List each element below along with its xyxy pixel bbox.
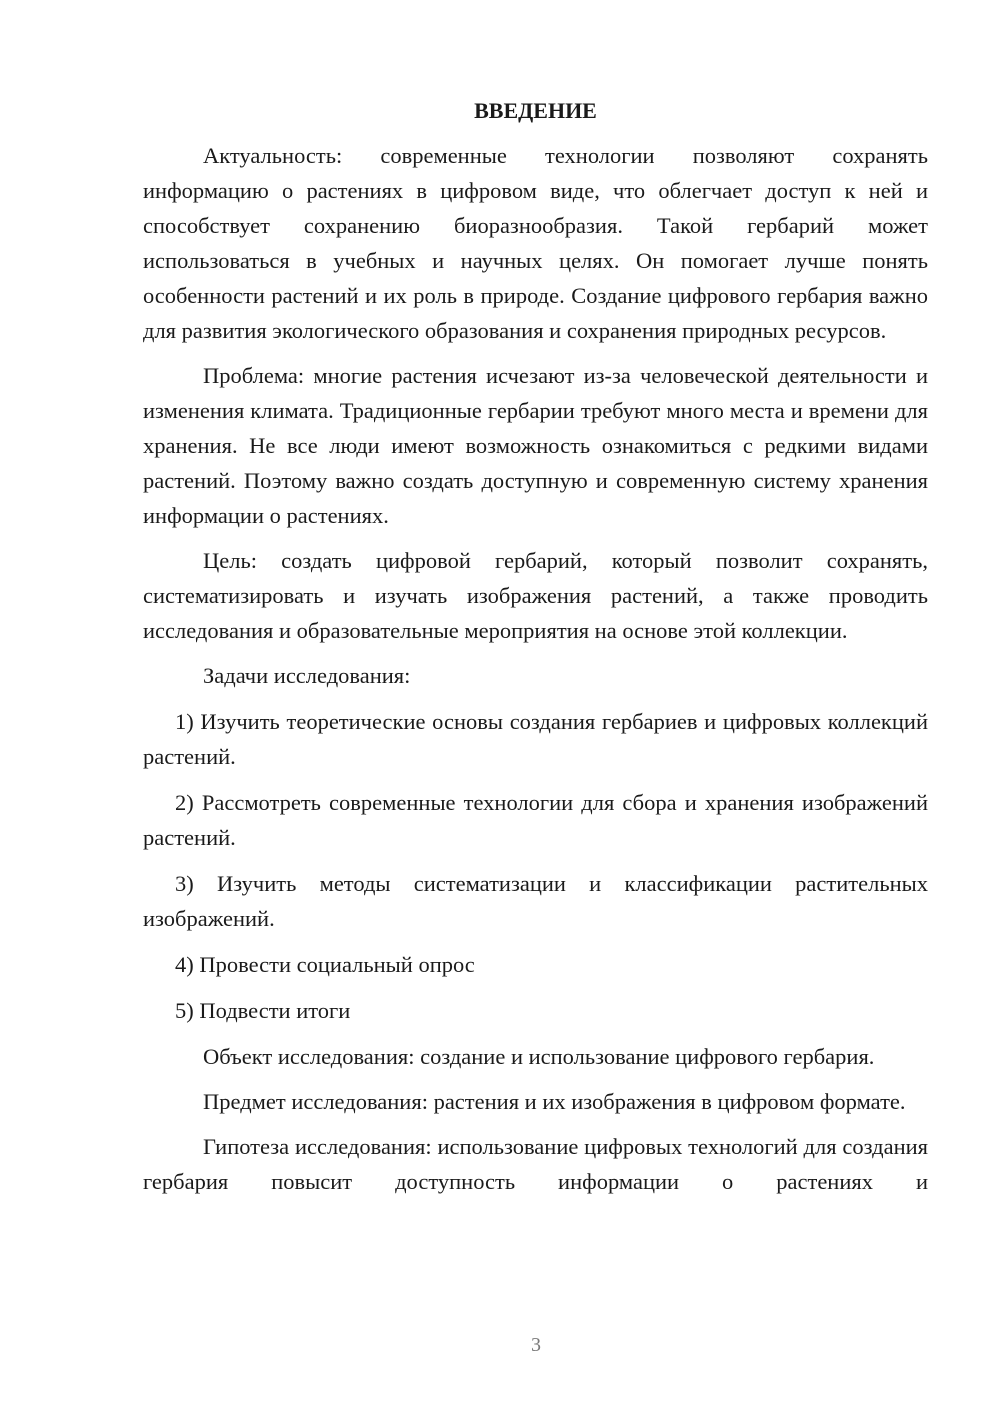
hypothesis-paragraph: Гипотеза исследования: использование цифровых технологий для создания гербария повысит доступность информации о растениях и bbox=[143, 1134, 928, 1194]
task-item-1: 1) Изучить теоретические основы создания гербариев и цифровых коллекций растений. bbox=[143, 709, 928, 769]
page-content bbox=[143, 96, 928, 1209]
task-item-5: 5) Подвести итоги bbox=[175, 998, 351, 1023]
task-item-4: 4) Провести социальный опрос bbox=[175, 952, 475, 977]
subject-paragraph: Предмет исследования: растения и их изображения в цифровом формате. bbox=[203, 1089, 906, 1114]
task-item-2: 2) Рассмотреть современные технологии для сбора и хранения изображений растений. bbox=[143, 790, 928, 850]
object-paragraph: Объект исследования: создание и использование цифрового гербария. bbox=[203, 1044, 875, 1069]
goal-paragraph: Цель: создать цифровой гербарий, который позволит сохранять, систематизировать и изучать изображения растений, а также проводить исследования и образовательные мероприятия на основе этой коллекции. bbox=[143, 548, 928, 643]
tasks-heading: Задачи исследования: bbox=[203, 663, 411, 688]
page-number: 3 bbox=[531, 1334, 541, 1356]
section-title: ВВЕДЕНИЕ bbox=[474, 98, 597, 123]
relevance-paragraph: Актуальность: современные технологии позволяют сохранять информацию о растениях в цифровом виде, что облегчает доступ к ней и способствует сохранению биоразнообразия. Такой гербарий может использоваться в учебных и научных целях. Он помогает лучше понять особенности растений и их роль в природе. Создание цифрового гербария важно для развития экологического образования и сохранения природных ресурсов. bbox=[143, 143, 928, 343]
task-item-3: 3) Изучить методы систематизации и классификации растительных изображений. bbox=[143, 871, 928, 931]
problem-paragraph: Проблема: многие растения исчезают из-за человеческой деятельности и изменения климата. Традиционные гербарии требуют много места и времени для хранения. Не все люди имеют возможность ознакомиться с редкими видами растений. Поэтому важно создать доступную и современную систему хранения информации о растениях. bbox=[143, 363, 928, 528]
